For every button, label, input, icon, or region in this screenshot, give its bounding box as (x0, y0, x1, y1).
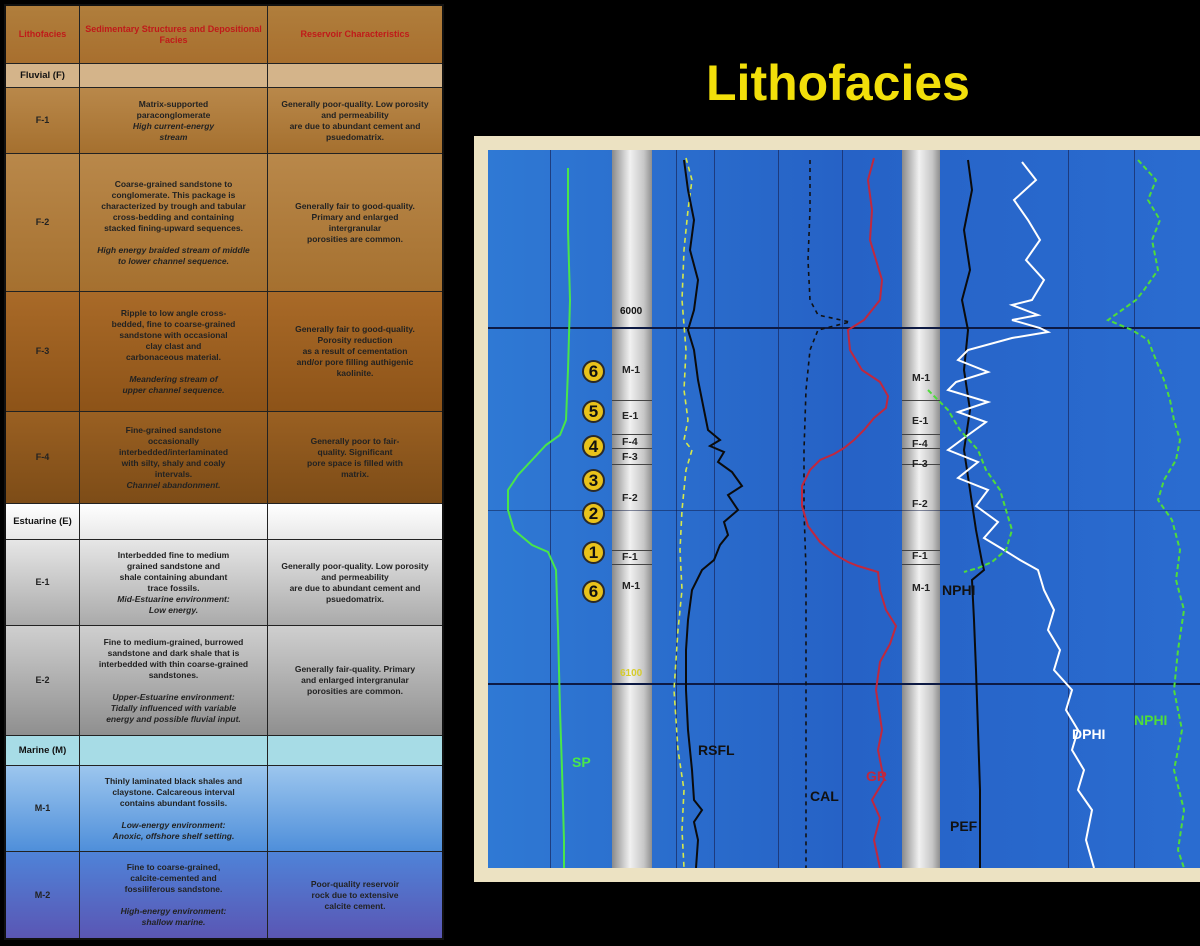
row-structures: Fine-grained sandstone occasionally interbedded/interlaminated with silty, shaly and coaly intervals. Channel abandonment. (80, 412, 268, 503)
curve-label-rsfl: RSFL (698, 742, 735, 758)
facies-badge: 1 (582, 541, 605, 564)
zone-label-f1: F-1 (912, 550, 928, 562)
curve-label-cal: CAL (810, 788, 839, 804)
curve-label-pef: PEF (950, 818, 978, 834)
curve-label-nphi-outer: NPHI (1134, 712, 1168, 728)
row-reservoir: Generally fair to good-quality. Porosity reduction as a result of cementation and/or pore filling authigenic kaolinite. (295, 324, 415, 378)
facies-badge: 4 (582, 435, 605, 458)
row-reservoir: Generally poor-quality. Low porosity and permeability are due to abundant cement and psuedomatrix. (281, 560, 429, 604)
row-code: F-1 (6, 88, 80, 153)
row-code: M-2 (6, 852, 80, 938)
zone-label-m1-bottom: M-1 (912, 582, 931, 594)
curve-label-sp: SP (572, 754, 591, 770)
row-structures: Fine to coarse-grained, calcite-cemented and fossiliferous sandstone. High-energy environment: shallow marine. (80, 852, 268, 938)
row-structures: Fine to medium-grained, burrowed sandstone and dark shale that is interbedded with thin coarse-grained sandstones. Upper-Estuarine environment: Tidally influenced with variable energy and possible fluvial input. (80, 626, 268, 735)
facies-badge: 5 (582, 400, 605, 423)
row-reservoir: Generally poor-quality. Low porosity and permeability are due to abundant cement and psuedomatrix. (281, 98, 429, 142)
facies-badge: 2 (582, 502, 605, 525)
row-code: E-2 (6, 626, 80, 735)
table-row-m1 (6, 766, 442, 852)
group-label-fluvial: Fluvial (F) (6, 64, 80, 87)
row-reservoir (268, 766, 442, 851)
facies-badge: 6 (582, 580, 605, 603)
pef-curve (962, 160, 984, 868)
table-row-e1 (6, 540, 442, 626)
table-row-f2 (6, 154, 442, 292)
zone-label-f2: F-2 (622, 492, 638, 504)
depth-label-6000: 6000 (620, 306, 643, 317)
sp-curve (508, 168, 570, 868)
curve-label-gr: GR (866, 768, 887, 784)
depth-label-6100: 6100 (620, 668, 643, 679)
group-row-estuarine (6, 504, 442, 540)
row-reservoir: Generally fair-quality. Primary and enlarged intergranular porosities are common. (294, 664, 416, 696)
zone-label-m1-top: M-1 (912, 372, 931, 384)
header-structures: Sedimentary Structures and Depositional Facies (80, 6, 268, 63)
row-code: F-3 (6, 292, 80, 411)
table-row-f1 (6, 88, 442, 154)
group-label-estuarine: Estuarine (E) (6, 504, 80, 539)
well-log-panel (488, 150, 1200, 868)
facies-badge: 3 (582, 469, 605, 492)
header-lithofacies: Lithofacies (6, 6, 80, 63)
group-label-marine: Marine (M) (6, 736, 80, 765)
row-code: F-2 (6, 154, 80, 291)
nphi-outer-curve (1108, 160, 1184, 868)
row-structures: Thinly laminated black shales and claystone. Calcareous interval contains abundant fossils. Low-energy environment: Anoxic, offshore shelf setting. (80, 766, 268, 851)
curve-label-dphi: DPHI (1072, 726, 1106, 742)
gr-curve (802, 158, 896, 868)
table-row-e2 (6, 626, 442, 736)
header-reservoir: Reservoir Characteristics (300, 29, 410, 39)
table-row-f4 (6, 412, 442, 504)
cal-curve (804, 160, 850, 868)
rsfl-curve (684, 160, 742, 868)
rsfl-dashed-curve (674, 158, 692, 868)
zone-label-f4: F-4 (912, 438, 928, 450)
zone-label-e1: E-1 (622, 410, 639, 422)
row-structures: Coarse-grained sandstone to conglomerate. This package is characterized by trough and tabular cross-bedding and containing stacked fining-upward sequences. High energy braided stream of middle to lower channel sequence. (80, 154, 268, 291)
lithofacies-table (4, 4, 444, 940)
group-row-fluvial (6, 64, 442, 88)
zone-label-f2: F-2 (912, 498, 928, 510)
row-code: M-1 (6, 766, 80, 851)
zone-label-m1-bottom: M-1 (622, 580, 641, 592)
zone-label-f3: F-3 (622, 451, 638, 463)
zone-label-f4: F-4 (622, 436, 638, 448)
table-row-f3 (6, 292, 442, 412)
row-code: F-4 (6, 412, 80, 503)
curve-label-nphi-inner: NPHI (942, 582, 976, 598)
row-reservoir: Generally fair to good-quality. Primary and enlarged intergranular porosities are common. (295, 200, 415, 244)
row-code: E-1 (6, 540, 80, 625)
zone-label-f3: F-3 (912, 458, 928, 470)
row-structures: Matrix-supported paraconglomerate High current-energy stream (80, 88, 268, 153)
row-reservoir: Poor-quality reservoir rock due to extensive calcite cement. (310, 878, 400, 911)
facies-badge: 6 (582, 360, 605, 383)
zone-label-f1: F-1 (622, 551, 638, 563)
table-row-m2 (6, 852, 442, 938)
zone-label-m1-top: M-1 (622, 364, 641, 376)
page-title: Lithofacies (706, 55, 970, 111)
zone-label-e1: E-1 (912, 415, 929, 427)
row-reservoir: Generally poor to fair- quality. Significant pore space is filled with matrix. (307, 435, 403, 479)
group-row-marine (6, 736, 442, 766)
row-structures: Interbedded fine to medium grained sandstone and shale containing abundant trace fossils. Mid-Estuarine environment: Low energy. (80, 540, 268, 625)
row-structures: Ripple to low angle cross- bedded, fine to coarse-grained sandstone with occasional clay clast and carbonaceous material. Meandering stream of upper channel sequence. (80, 292, 268, 411)
table-header (6, 6, 442, 64)
